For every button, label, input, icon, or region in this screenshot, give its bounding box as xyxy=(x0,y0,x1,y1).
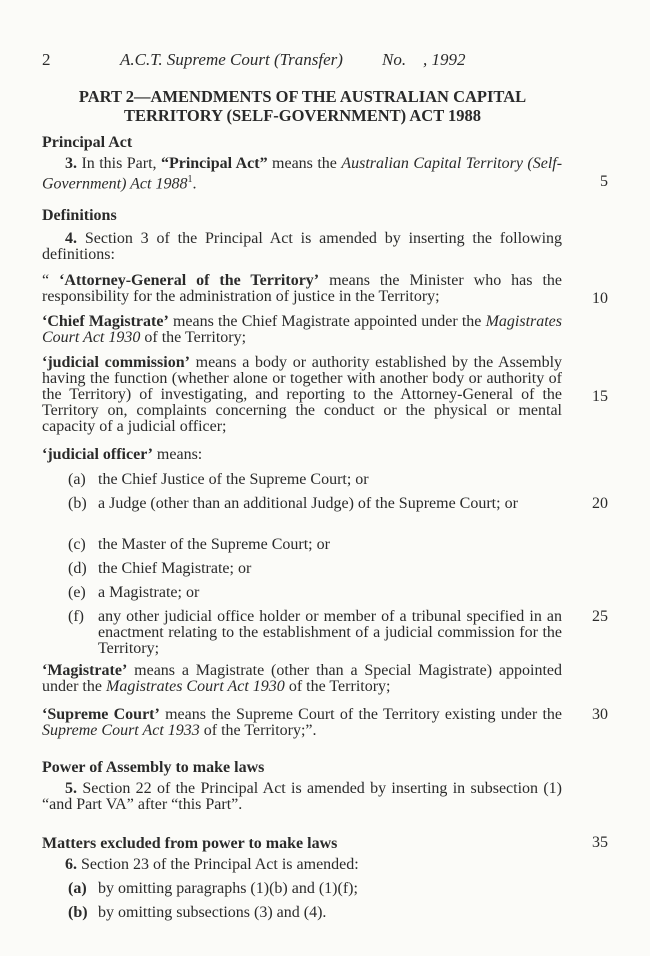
section-4-number: 4. xyxy=(65,230,77,247)
list-item-label: (b) xyxy=(68,495,87,512)
definition-magistrate xyxy=(42,663,562,695)
term-judicial-officer: ‘judicial officer’ xyxy=(42,446,153,463)
supreme-court-act-ref: Supreme Court Act 1933 xyxy=(42,722,200,739)
list-item: by omitting subsections (3) and (4). xyxy=(98,904,327,921)
open-quote: “ xyxy=(42,272,50,289)
list-item-label: (b) xyxy=(68,904,88,921)
definition-judicial-officer xyxy=(42,447,562,463)
term-magistrate: ‘Magistrate’ xyxy=(42,662,128,679)
principal-act-name: Australian Capital Territory (Self-Government) Act 1988 xyxy=(42,155,563,193)
list-item-label: (e) xyxy=(68,584,86,601)
term-supreme-court: ‘Supreme Court’ xyxy=(42,706,160,723)
list-item-label: (a) xyxy=(68,471,86,488)
part-heading-line-2: TERRITORY (SELF-GOVERNMENT) ACT 1988 xyxy=(123,106,482,125)
section-3-text xyxy=(42,156,562,192)
line-number: 15 xyxy=(592,388,608,405)
list-item: any other judicial office holder or member of a tribunal specified in an enactment relating to the establishment of a judicial commission for the Territory; xyxy=(98,608,562,657)
term-principal-act: “Principal Act” xyxy=(160,155,268,172)
definition-magistrate-text: means a Magistrate (other than a Special Magistrate) appointed under the xyxy=(42,662,563,695)
section-4-intro xyxy=(42,231,562,263)
definition-judicial-commission-text: means a body or authority established by the Assembly having the function (whether alone or together with another body or authority of the Territory) of investigating, and reporting to the Attorney-General of the Territory on, complaints concerning the conduct or the physical or mental capacity of a judicial officer; xyxy=(42,354,563,435)
list-item: the Chief Justice of the Supreme Court; or xyxy=(98,471,369,488)
section-5-body: Section 22 of the Principal Act is amended by inserting in subsection (1) “and Part VA” after “this Part”. xyxy=(42,780,563,813)
section-heading-principal-act: Principal Act xyxy=(42,134,133,151)
magistrates-court-act-ref: Magistrates Court Act 1930 xyxy=(42,313,563,346)
definition-attorney-general xyxy=(42,273,562,305)
list-item-label: (a) xyxy=(68,880,87,897)
section-4-intro-text: Section 3 of the Principal Act is amended by inserting the following definitions: xyxy=(42,230,563,263)
list-item-label: (f) xyxy=(68,608,84,625)
list-item: a Magistrate; or xyxy=(98,584,200,601)
section-3-text-b: means the xyxy=(272,155,337,172)
definition-supreme-court-end: of the Territory;”. xyxy=(203,722,317,739)
section-heading-excluded: Matters excluded from power to make laws xyxy=(42,835,338,852)
list-item: by omitting paragraphs (1)(b) and (1)(f); xyxy=(98,880,358,897)
definition-judicial-commission xyxy=(42,355,562,435)
definition-attorney-general-text: means the Minister who has the responsibility for the administration of justice in the Territory; xyxy=(42,272,563,305)
definition-chief-magistrate-text: means the Chief Magistrate appointed under the xyxy=(172,313,482,330)
section-3-number: 3. xyxy=(65,155,77,172)
section-3-end: . xyxy=(192,175,197,193)
definition-chief-magistrate xyxy=(42,314,562,346)
definition-magistrate-end: of the Territory; xyxy=(288,678,391,695)
section-5-number: 5. xyxy=(65,780,77,797)
term-chief-magistrate: ‘Chief Magistrate’ xyxy=(42,313,169,330)
list-item-label: (d) xyxy=(68,560,87,577)
part-heading xyxy=(40,87,565,125)
definition-supreme-court xyxy=(42,707,562,739)
act-number-label: No. xyxy=(382,50,407,69)
page-number: 2 xyxy=(42,50,51,69)
line-number: 25 xyxy=(592,608,608,625)
section-6-body: Section 23 of the Principal Act is amended: xyxy=(81,856,359,873)
part-heading-line-1: PART 2—AMENDMENTS OF THE AUSTRALIAN CAPITAL xyxy=(78,87,527,106)
footnote-ref: 1 xyxy=(187,174,193,185)
line-number: 35 xyxy=(592,834,608,851)
line-number: 10 xyxy=(592,290,608,307)
line-number: 30 xyxy=(592,706,608,723)
term-attorney-general: ‘Attorney-General of the Territory’ xyxy=(59,272,320,289)
running-title: A.C.T. Supreme Court (Transfer) xyxy=(120,50,343,69)
term-judicial-commission: ‘judicial commission’ xyxy=(42,354,190,371)
section-heading-power: Power of Assembly to make laws xyxy=(42,759,265,776)
act-year: , 1992 xyxy=(423,50,466,69)
section-3-text-a: In this Part, xyxy=(81,155,157,172)
section-6-text xyxy=(42,857,562,873)
section-6-number: 6. xyxy=(65,856,77,873)
section-5-text xyxy=(42,781,562,813)
section-heading-definitions: Definitions xyxy=(42,207,117,224)
list-item: a Judge (other than an additional Judge) of the Supreme Court; or xyxy=(98,495,518,512)
definition-judicial-officer-text: means: xyxy=(156,446,203,463)
definition-chief-magistrate-end: of the Territory; xyxy=(144,329,247,346)
list-item: the Chief Magistrate; or xyxy=(98,560,252,577)
line-number: 20 xyxy=(592,495,608,512)
list-item-label: (c) xyxy=(68,536,86,553)
definition-supreme-court-text: means the Supreme Court of the Territory existing under the xyxy=(165,706,563,723)
magistrates-court-act-ref: Magistrates Court Act 1930 xyxy=(105,678,285,695)
list-item: the Master of the Supreme Court; or xyxy=(98,536,330,553)
line-number: 5 xyxy=(600,173,608,190)
